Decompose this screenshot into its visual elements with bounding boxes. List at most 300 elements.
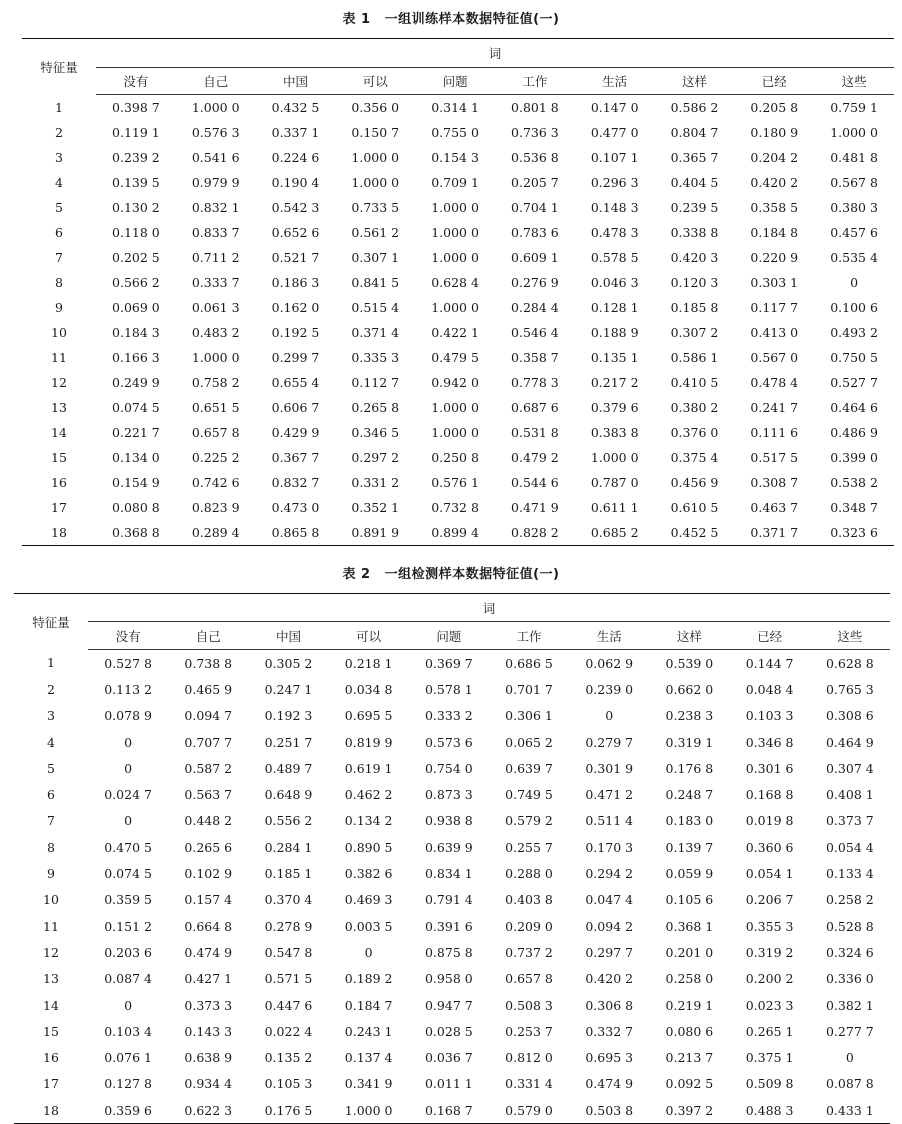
feature-index-cell: 2	[55, 125, 63, 140]
feature-index-cell: 18	[51, 525, 67, 540]
table-1-caption-text: 一组训练样本数据特征值(一)	[384, 12, 560, 27]
value-cell: 0.184 8	[750, 225, 799, 240]
value-cell: 0.958 0	[424, 971, 473, 987]
value-cell: 0.346 5	[351, 425, 400, 440]
value-cell: 0.011 1	[424, 1076, 473, 1092]
value-cell: 0.135 1	[590, 350, 639, 365]
value-cell: 0.383 8	[590, 425, 639, 440]
value-cell: 0.102 9	[184, 866, 233, 882]
value-cell: 1.000 0	[830, 125, 878, 140]
value-cell: 0.873 3	[424, 787, 473, 803]
value-cell: 0.556 2	[264, 813, 313, 829]
value-cell: 0.563 7	[184, 787, 233, 803]
column-header: 问题	[415, 68, 495, 95]
column-header: 已经	[734, 68, 814, 95]
value-cell: 0.528 8	[825, 918, 874, 934]
feature-index-cell: 3	[47, 708, 55, 724]
value-cell: 0.220 9	[750, 250, 799, 265]
table-1-caption-number: 表 1	[342, 12, 371, 27]
value-cell: 0.833 7	[191, 225, 240, 240]
value-cell: 0.284 4	[511, 300, 559, 315]
value-cell: 0.062 9	[585, 655, 634, 671]
value-cell: 0.542 3	[271, 200, 320, 215]
value-cell: 0.324 6	[825, 944, 874, 960]
value-cell: 0.464 6	[830, 400, 878, 415]
column-header: 中国	[256, 68, 336, 95]
value-cell: 0	[845, 1050, 854, 1066]
value-cell: 0.511 4	[585, 813, 634, 829]
value-cell: 0	[124, 760, 133, 776]
value-cell: 0.184 3	[112, 325, 160, 340]
value-cell: 0.938 8	[424, 813, 473, 829]
table-row	[22, 370, 894, 395]
value-cell: 0.076 1	[104, 1050, 152, 1066]
value-cell: 0.319 1	[665, 734, 714, 750]
value-cell: 0.288 0	[505, 866, 553, 882]
value-cell: 0.061 3	[191, 300, 240, 315]
feature-index-cell: 4	[55, 175, 63, 190]
value-cell: 0.092 5	[665, 1076, 714, 1092]
value-cell: 0.420 3	[670, 250, 719, 265]
feature-index-cell: 4	[47, 734, 55, 750]
value-cell: 0.278 9	[264, 918, 313, 934]
value-cell: 0.248 7	[665, 787, 714, 803]
value-cell: 1.000 0	[431, 425, 479, 440]
value-cell: 0.483 2	[191, 325, 240, 340]
value-cell: 0.338 8	[670, 225, 719, 240]
value-cell: 0.238 3	[665, 708, 714, 724]
column-header: 自己	[168, 622, 248, 650]
feature-index-cell: 5	[47, 760, 55, 776]
value-cell: 0.376 0	[670, 425, 719, 440]
value-cell: 0.185 1	[264, 866, 313, 882]
value-cell: 0.359 5	[104, 892, 152, 908]
column-header: 问题	[409, 622, 489, 650]
column-header: 可以	[329, 622, 409, 650]
value-cell: 0.028 5	[424, 1023, 473, 1039]
value-cell: 0.651 5	[191, 400, 240, 415]
value-cell: 0.478 3	[590, 225, 639, 240]
value-cell: 0.022 4	[264, 1023, 313, 1039]
value-cell: 0.527 8	[104, 655, 152, 671]
feature-index-cell: 8	[55, 275, 63, 290]
value-cell: 0.611 1	[590, 500, 639, 515]
table-row	[14, 676, 890, 702]
value-cell: 0.587 2	[184, 760, 233, 776]
value-cell: 0.685 2	[590, 525, 639, 540]
value-cell: 0.221 7	[112, 425, 160, 440]
value-cell: 0.107 1	[590, 150, 639, 165]
column-header: 生活	[569, 622, 649, 650]
value-cell: 0.503 8	[585, 1102, 634, 1118]
value-cell: 0.687 6	[511, 400, 559, 415]
table-row	[22, 195, 894, 220]
value-cell: 0.755 0	[431, 125, 479, 140]
value-cell: 0.143 3	[184, 1023, 233, 1039]
value-cell: 0.127 8	[104, 1076, 152, 1092]
value-cell: 1.000 0	[344, 1102, 393, 1118]
value-cell: 0.183 0	[665, 813, 714, 829]
value-cell: 1.000 0	[191, 350, 240, 365]
value-cell: 0.157 4	[184, 892, 233, 908]
table-2-caption-number: 表 2	[342, 567, 371, 582]
value-cell: 0.464 9	[825, 734, 874, 750]
table-row	[22, 395, 894, 420]
table-row	[22, 470, 894, 495]
value-cell: 0.934 4	[184, 1076, 233, 1092]
column-header-row	[14, 622, 890, 650]
value-cell: 0.380 2	[670, 400, 719, 415]
table-row	[14, 1018, 890, 1044]
table-row	[22, 220, 894, 245]
value-cell: 0.133 4	[825, 866, 874, 882]
value-cell: 0.547 8	[264, 944, 313, 960]
value-cell: 0.447 6	[264, 997, 313, 1013]
table-row	[14, 1071, 890, 1097]
value-cell: 0.301 9	[585, 760, 634, 776]
value-cell: 0.094 2	[585, 918, 634, 934]
value-cell: 0.456 9	[670, 475, 719, 490]
value-cell: 0.346 8	[745, 734, 794, 750]
feature-index-cell: 16	[51, 475, 67, 490]
feature-index-cell: 10	[43, 892, 59, 908]
value-cell: 0.336 0	[825, 971, 874, 987]
value-cell: 0.034 8	[344, 681, 393, 697]
value-cell: 0.258 2	[825, 892, 874, 908]
value-cell: 0.337 1	[271, 125, 320, 140]
value-cell: 0.360 6	[745, 839, 794, 855]
value-cell: 0.465 9	[184, 681, 233, 697]
table-row	[22, 270, 894, 295]
table-row	[14, 887, 890, 913]
value-cell: 0.162 0	[271, 300, 320, 315]
value-cell: 0.284 1	[264, 839, 313, 855]
value-cell: 0.103 4	[104, 1023, 152, 1039]
value-cell: 0.477 0	[590, 125, 639, 140]
feature-index-cell: 13	[43, 971, 59, 987]
feature-index-cell: 17	[51, 500, 67, 515]
value-cell: 0.331 4	[505, 1076, 553, 1092]
table-2-caption-text: 一组检测样本数据特征值(一)	[384, 567, 560, 582]
value-cell: 0.567 0	[750, 350, 799, 365]
value-cell: 0.203 6	[104, 944, 152, 960]
value-cell: 0.736 3	[511, 125, 559, 140]
value-cell: 0	[605, 708, 614, 724]
table-row	[22, 445, 894, 470]
value-cell: 0.154 3	[431, 150, 479, 165]
value-cell: 0.333 7	[191, 275, 240, 290]
value-cell: 0.787 0	[590, 475, 639, 490]
value-cell: 0.758 2	[191, 375, 240, 390]
value-cell: 0.111 6	[750, 425, 799, 440]
value-cell: 0.297 7	[585, 944, 634, 960]
table-row	[22, 170, 894, 195]
value-cell: 0.188 9	[590, 325, 639, 340]
value-cell: 0.732 8	[431, 500, 479, 515]
value-cell: 0.205 8	[750, 100, 799, 115]
table-row	[22, 120, 894, 145]
value-cell: 0.471 2	[585, 787, 634, 803]
table-row	[22, 320, 894, 345]
table-row	[14, 860, 890, 886]
column-header: 没有	[88, 622, 168, 650]
table-row	[22, 420, 894, 445]
value-cell: 0.308 6	[825, 708, 874, 724]
value-cell: 1.000 0	[351, 150, 400, 165]
value-cell: 0.128 1	[590, 300, 639, 315]
value-cell: 0.352 1	[351, 500, 400, 515]
value-cell: 0.103 3	[745, 708, 794, 724]
value-cell: 0.239 2	[112, 150, 160, 165]
feature-index-cell: 9	[47, 866, 55, 882]
value-cell: 0.628 4	[431, 275, 479, 290]
value-cell: 0.463 7	[750, 500, 799, 515]
feature-index-cell: 12	[51, 375, 67, 390]
column-header: 工作	[495, 68, 575, 95]
value-cell: 0.305 2	[264, 655, 313, 671]
value-cell: 0.890 5	[344, 839, 393, 855]
value-cell: 0.249 9	[112, 375, 160, 390]
value-cell: 0.308 7	[750, 475, 799, 490]
feature-index-cell: 10	[51, 325, 67, 340]
value-cell: 0.258 0	[665, 971, 714, 987]
word-header: 词	[96, 39, 894, 68]
value-cell: 0.047 4	[585, 892, 634, 908]
value-cell: 0.369 7	[424, 655, 473, 671]
value-cell: 0.296 3	[590, 175, 639, 190]
table-1	[22, 38, 894, 546]
value-cell: 0.783 6	[511, 225, 559, 240]
table-row	[14, 834, 890, 860]
value-cell: 0.832 7	[271, 475, 320, 490]
value-cell: 0	[124, 734, 133, 750]
value-cell: 0.331 2	[351, 475, 400, 490]
value-cell: 0.832 1	[191, 200, 240, 215]
value-cell: 0.891 9	[351, 525, 400, 540]
value-cell: 0.457 6	[830, 225, 878, 240]
value-cell: 0	[850, 275, 859, 290]
value-cell: 0.176 5	[264, 1102, 313, 1118]
value-cell: 0.087 4	[104, 971, 152, 987]
value-cell: 0.080 8	[112, 500, 160, 515]
value-cell: 0.622 3	[184, 1102, 233, 1118]
table-row	[14, 913, 890, 939]
value-cell: 0.137 4	[344, 1050, 393, 1066]
value-cell: 0.791 4	[424, 892, 473, 908]
column-header: 可以	[335, 68, 415, 95]
table-row	[22, 95, 894, 121]
value-cell: 0.531 8	[511, 425, 559, 440]
value-cell: 0.638 9	[184, 1050, 233, 1066]
value-cell: 0.314 1	[431, 100, 479, 115]
value-cell: 0.422 1	[431, 325, 479, 340]
value-cell: 0.218 1	[344, 655, 393, 671]
value-cell: 0.413 0	[750, 325, 799, 340]
value-cell: 0.427 1	[184, 971, 233, 987]
feature-index-cell: 14	[43, 997, 59, 1013]
table-row	[14, 939, 890, 965]
value-cell: 0.576 3	[191, 125, 240, 140]
column-header: 中国	[248, 622, 328, 650]
table-row	[14, 703, 890, 729]
value-cell: 1.000 0	[351, 175, 400, 190]
value-cell: 0.738 8	[184, 655, 233, 671]
value-cell: 0.481 8	[830, 150, 878, 165]
value-cell: 0.176 8	[665, 760, 714, 776]
column-header-row	[22, 68, 894, 95]
value-cell: 0.036 7	[424, 1050, 473, 1066]
value-cell: 0.579 0	[505, 1102, 553, 1118]
value-cell: 0.370 4	[264, 892, 313, 908]
value-cell: 0.429 9	[271, 425, 320, 440]
feature-index-cell: 3	[55, 150, 63, 165]
value-cell: 0.742 6	[191, 475, 240, 490]
value-cell: 0.942 0	[431, 375, 479, 390]
value-cell: 0.639 9	[424, 839, 473, 855]
value-cell: 0.307 4	[825, 760, 874, 776]
feature-index-cell: 14	[51, 425, 67, 440]
value-cell: 0.239 0	[585, 681, 634, 697]
value-cell: 0.306 1	[505, 708, 553, 724]
value-cell: 0.778 3	[511, 375, 559, 390]
value-cell: 0.184 7	[344, 997, 393, 1013]
value-cell: 0.148 3	[590, 200, 639, 215]
value-cell: 0.019 8	[745, 813, 794, 829]
value-cell: 0.276 9	[511, 275, 559, 290]
value-cell: 0.765 3	[825, 681, 874, 697]
value-cell: 0.527 7	[830, 375, 878, 390]
value-cell: 0.251 7	[264, 734, 313, 750]
value-cell: 0.150 7	[351, 125, 400, 140]
value-cell: 0.139 5	[112, 175, 160, 190]
value-cell: 0.166 3	[112, 350, 160, 365]
value-cell: 0.576 1	[431, 475, 479, 490]
value-cell: 0.479 5	[431, 350, 479, 365]
value-cell: 0.186 3	[271, 275, 320, 290]
value-cell: 0.205 7	[511, 175, 559, 190]
value-cell: 0.289 4	[191, 525, 240, 540]
value-cell: 0.255 7	[505, 839, 553, 855]
table-row	[14, 755, 890, 781]
value-cell: 0.433 1	[825, 1102, 874, 1118]
value-cell: 0.834 1	[424, 866, 473, 882]
value-cell: 0.801 8	[511, 100, 559, 115]
feature-header: 特征量	[32, 614, 70, 630]
value-cell: 0.561 2	[351, 225, 400, 240]
value-cell: 0.134 0	[112, 450, 160, 465]
column-header: 工作	[489, 622, 569, 650]
value-cell: 0.701 7	[505, 681, 553, 697]
value-cell: 0.065 2	[505, 734, 553, 750]
table-1-caption	[0, 8, 902, 32]
value-cell: 0.209 0	[505, 918, 553, 934]
value-cell: 0.515 4	[351, 300, 400, 315]
feature-index-cell: 2	[47, 681, 55, 697]
value-cell: 0.243 1	[344, 1023, 393, 1039]
value-cell: 0.299 7	[271, 350, 320, 365]
feature-index-cell: 7	[47, 813, 55, 829]
table-row	[22, 245, 894, 270]
value-cell: 0.335 3	[351, 350, 400, 365]
value-cell: 0.403 8	[505, 892, 553, 908]
feature-index-cell: 7	[55, 250, 63, 265]
value-cell: 0.619 1	[344, 760, 393, 776]
value-cell: 0.695 3	[585, 1050, 634, 1066]
value-cell: 0.536 8	[511, 150, 559, 165]
value-cell: 0.648 9	[264, 787, 313, 803]
value-cell: 0.303 1	[750, 275, 799, 290]
value-cell: 0.355 3	[745, 918, 794, 934]
feature-index-cell: 12	[43, 944, 59, 960]
value-cell: 0.168 7	[424, 1102, 473, 1118]
value-cell: 0.462 2	[344, 787, 393, 803]
column-header: 这些	[814, 68, 894, 95]
value-cell: 0.375 1	[745, 1050, 794, 1066]
value-cell: 1.000 0	[431, 400, 479, 415]
value-cell: 0.486 9	[830, 425, 878, 440]
table-row	[22, 495, 894, 520]
value-cell: 0.652 6	[271, 225, 320, 240]
feature-index-cell: 1	[55, 99, 63, 115]
value-cell: 0.213 7	[665, 1050, 714, 1066]
value-cell: 0.217 2	[590, 375, 639, 390]
value-cell: 0.120 3	[670, 275, 719, 290]
value-cell: 0.094 7	[184, 708, 233, 724]
value-cell: 0.509 8	[745, 1076, 794, 1092]
value-cell: 0.046 3	[590, 275, 639, 290]
value-cell: 1.000 0	[191, 100, 240, 115]
value-cell: 0.358 5	[750, 200, 799, 215]
value-cell: 0.586 1	[670, 350, 719, 365]
table-row	[14, 729, 890, 755]
value-cell: 0.750 5	[830, 350, 878, 365]
value-cell: 0.192 3	[264, 708, 313, 724]
value-cell: 0.709 1	[431, 175, 479, 190]
value-cell: 0.105 6	[665, 892, 714, 908]
value-cell: 0.074 5	[112, 400, 160, 415]
value-cell: 0.488 3	[745, 1102, 794, 1118]
table-row	[14, 781, 890, 807]
value-cell: 0.655 4	[271, 375, 320, 390]
value-cell: 0.105 3	[264, 1076, 313, 1092]
value-cell: 0.239 5	[670, 200, 719, 215]
value-cell: 0.517 5	[750, 450, 799, 465]
value-cell: 0.265 6	[184, 839, 233, 855]
value-cell: 0.348 7	[830, 500, 878, 515]
value-cell: 0.219 1	[665, 997, 714, 1013]
column-header: 自己	[176, 68, 256, 95]
value-cell: 0.382 1	[825, 997, 874, 1013]
table-row	[14, 966, 890, 992]
value-cell: 0.452 5	[670, 525, 719, 540]
table-row	[22, 295, 894, 320]
feature-index-cell: 13	[51, 400, 67, 415]
value-cell: 0.139 7	[665, 839, 714, 855]
table-row	[14, 1097, 890, 1124]
value-cell: 0.265 8	[351, 400, 400, 415]
value-cell: 0.521 7	[271, 250, 320, 265]
value-cell: 0.341 9	[344, 1076, 393, 1092]
value-cell: 0.711 2	[191, 250, 240, 265]
value-cell: 0.398 7	[112, 100, 160, 115]
value-cell: 1.000 0	[431, 200, 479, 215]
value-cell: 0.202 5	[112, 250, 160, 265]
value-cell: 0.113 2	[104, 681, 152, 697]
value-cell: 0.358 7	[511, 350, 559, 365]
value-cell: 0.875 8	[424, 944, 473, 960]
value-cell: 0.639 7	[505, 760, 553, 776]
value-cell: 0.069 0	[112, 300, 160, 315]
